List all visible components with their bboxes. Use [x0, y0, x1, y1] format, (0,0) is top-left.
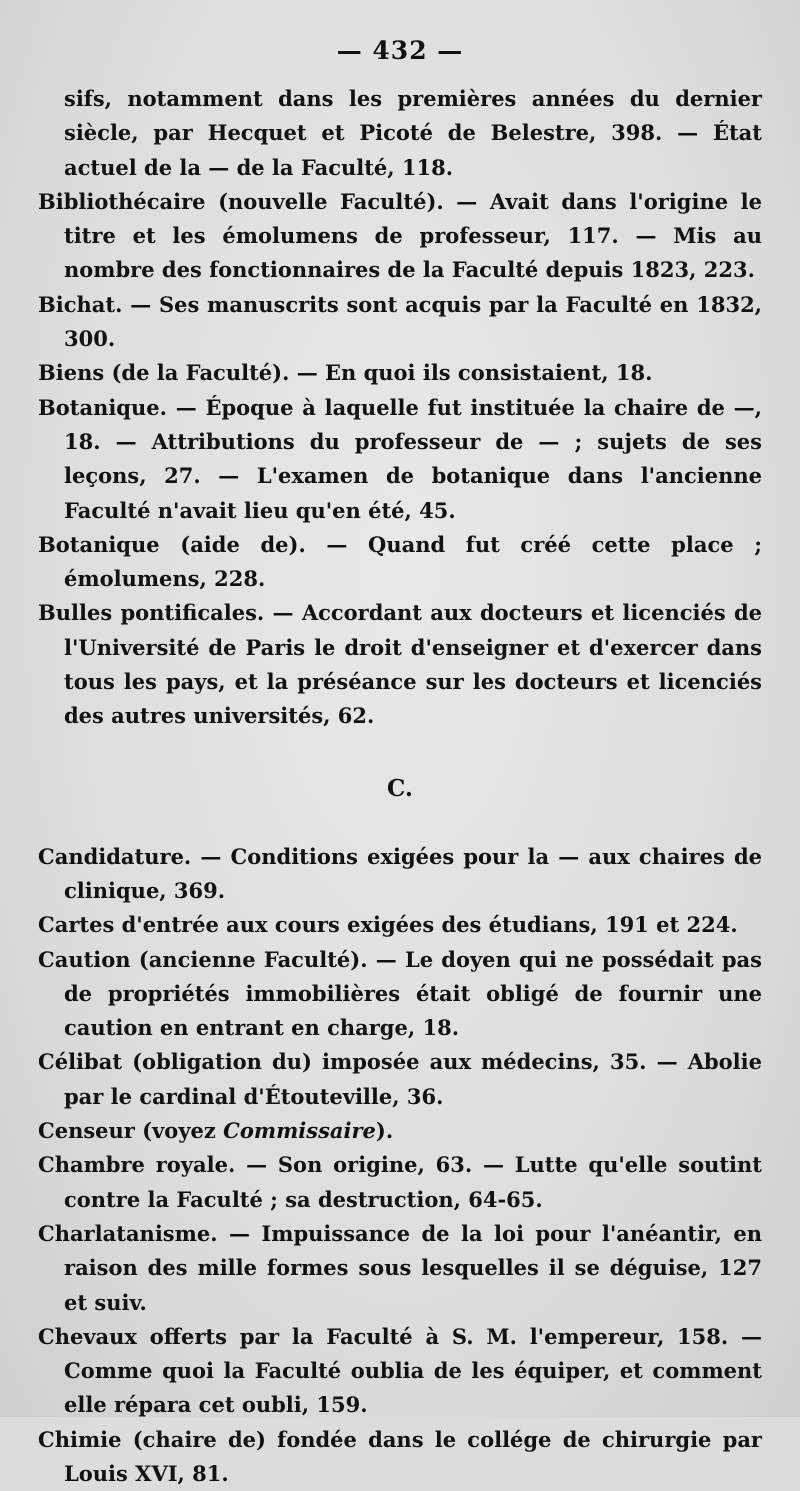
- index-entry: Bichat. — Ses manuscrits sont acquis par la Faculté en 1832, 300.: [38, 291, 762, 352]
- censeur-prefix: Censeur (voyez: [38, 1118, 224, 1144]
- index-entry: Cartes d'entrée aux cours exigées des étudians, 191 et 224.: [38, 912, 738, 938]
- index-entry: Biens (de la Faculté). — En quoi ils consistaient, 18.: [38, 360, 653, 386]
- index-entry: Bulles pontificales. — Accordant aux docteurs et licenciés de l'Université de Paris le droit d'enseigner et d'exercer dans tous les pays, et la préséance sur les docteurs et licenciés des autres universités, 62.: [38, 600, 762, 729]
- index-entry: Chevaux offerts par la Faculté à S. M. l'empereur, 158. — Comme quoi la Faculté oublia de les équiper, et comment elle répara cet oubli, 159.: [38, 1323, 762, 1418]
- index-entry: Botanique. — Époque à laquelle fut instituée la chaire de —, 18. — Attributions du professeur de — ; sujets de ses leçons, 27. — L'examen de botanique dans l'ancienne Faculté n'avait lieu qu'en été, 45.: [38, 394, 762, 523]
- index-entries: [38, 82, 762, 1491]
- index-entry: Caution (ancienne Faculté). — Le doyen qui ne possédait pas de propriétés immobilières était obligé de fournir une caution en entrant en charge, 18.: [38, 946, 762, 1041]
- index-entry: Botanique (aide de). — Quand fut créé cette place ; émolumens, 228.: [38, 531, 762, 592]
- censeur-suffix: ).: [375, 1118, 394, 1144]
- index-entry: Chambre royale. — Son origine, 63. — Lutte qu'elle soutint contre la Faculté ; sa destruction, 64-65.: [38, 1152, 762, 1212]
- section-letter: C.: [387, 774, 413, 802]
- index-entry-censeur: [38, 1114, 762, 1148]
- index-entry: sifs, notamment dans les premières années du dernier siècle, par Hecquet et Picoté de Belestre, 398. — État actuel de la — de la Faculté, 118.: [64, 86, 762, 180]
- index-entry: Chimie (chaire de) fondée dans le collége de chirurgie par Louis XVI, 81.: [38, 1426, 762, 1486]
- page-number: — 432 —: [336, 36, 464, 65]
- index-entry: Charlatanisme. — Impuissance de la loi pour l'anéantir, en raison des mille formes sous lesquelles il se déguise, 127 et suiv.: [38, 1220, 762, 1315]
- censeur-reference: Commissaire: [223, 1118, 376, 1144]
- index-entry: Bibliothécaire (nouvelle Faculté). — Avait dans l'origine le titre et les émolumens de professeur, 117. — Mis au nombre des fonctionnaires de la Faculté depuis 1823, 223.: [38, 188, 762, 283]
- index-entry: Candidature. — Conditions exigées pour la — aux chaires de clinique, 369.: [38, 843, 762, 903]
- index-entry: Célibat (obligation du) imposée aux médecins, 35. — Abolie par le cardinal d'Étouteville, 36.: [38, 1049, 762, 1109]
